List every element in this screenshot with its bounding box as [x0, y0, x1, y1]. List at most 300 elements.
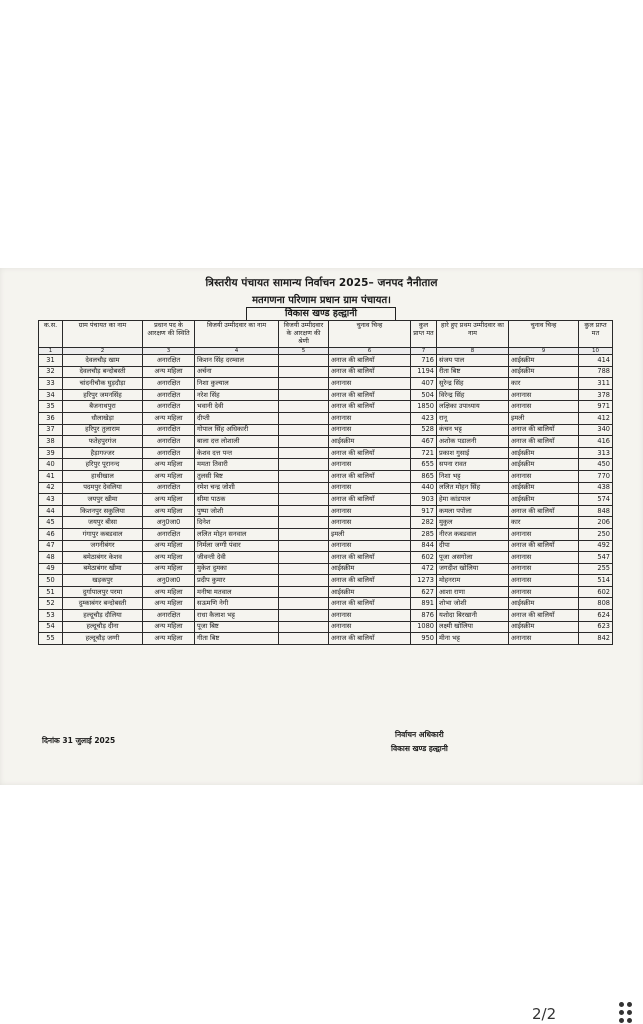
- village-name-cell: गंगापुर कबडवाल: [63, 528, 143, 540]
- dot-icon: [619, 1018, 624, 1023]
- runner-votes-cell: 602: [579, 586, 613, 598]
- runner-name-cell: मीना भट्ट: [437, 633, 509, 645]
- runner-votes-cell: 788: [579, 366, 613, 378]
- winner-votes-cell: 903: [411, 494, 437, 506]
- winner-name-cell: बाला दत्त लोशाली: [195, 436, 279, 448]
- reservation-cell: अन्य महिला: [143, 621, 195, 633]
- table-row: [39, 494, 613, 506]
- winner-category-cell: [279, 552, 329, 564]
- runner-symbol-cell: अनानास: [509, 528, 579, 540]
- village-name-cell: दुम्काबंगर बन्दोबस्ती: [63, 598, 143, 610]
- serial-number-cell: 31: [39, 355, 63, 367]
- table-row: [39, 505, 613, 517]
- winner-votes-cell: 504: [411, 389, 437, 401]
- runner-votes-cell: 574: [579, 494, 613, 506]
- village-name-cell: फतेहपुरगंज: [63, 436, 143, 448]
- winner-name-cell: दीप्ती: [195, 412, 279, 424]
- village-name-cell: जगनीबंगर: [63, 540, 143, 552]
- winner-category-cell: [279, 563, 329, 575]
- winner-category-cell: [279, 401, 329, 413]
- winner-category-cell: [279, 540, 329, 552]
- table-row: [39, 355, 613, 367]
- runner-name-cell: आशा राणा: [437, 586, 509, 598]
- runner-votes-cell: 438: [579, 482, 613, 494]
- winner-category-cell: [279, 378, 329, 390]
- village-name-cell: बमेठाबंगर खीमा: [63, 563, 143, 575]
- serial-number-cell: 35: [39, 401, 63, 413]
- serial-number-cell: 52: [39, 598, 63, 610]
- runner-symbol-cell: अनाज की बालियाँ: [509, 505, 579, 517]
- winner-symbol-cell: अनानास: [329, 459, 411, 471]
- column-number: 9: [509, 348, 579, 355]
- runner-name-cell: ललित मोहन सिंह: [437, 482, 509, 494]
- serial-number-cell: 47: [39, 540, 63, 552]
- runner-votes-cell: 770: [579, 470, 613, 482]
- serial-number-cell: 44: [39, 505, 63, 517]
- runner-name-cell: लक्ष्मी खोलिया: [437, 621, 509, 633]
- winner-name-cell: राधा कैलाश भट्ट: [195, 610, 279, 622]
- winner-category-cell: [279, 412, 329, 424]
- table-row: [39, 598, 613, 610]
- winner-symbol-cell: अनानास: [329, 482, 411, 494]
- village-name-cell: किशनपुर सकुलिया: [63, 505, 143, 517]
- runner-symbol-cell: अनानास: [509, 389, 579, 401]
- dot-icon: [627, 1002, 632, 1007]
- column-header: कुल प्राप्त मत: [411, 321, 437, 348]
- winner-votes-cell: 467: [411, 436, 437, 448]
- runner-symbol-cell: अनाज की बालियाँ: [509, 540, 579, 552]
- village-name-cell: चांदनीचौक घुड़दौड़ा: [63, 378, 143, 390]
- winner-symbol-cell: आईस्क्रीम: [329, 436, 411, 448]
- runner-name-cell: रीता बिष्ट: [437, 366, 509, 378]
- runner-name-cell: पूजा असगोला: [437, 552, 509, 564]
- column-number: 4: [195, 348, 279, 355]
- serial-number-cell: 37: [39, 424, 63, 436]
- winner-symbol-cell: अनानास: [329, 540, 411, 552]
- runner-votes-cell: 971: [579, 401, 613, 413]
- village-name-cell: हल्दूचौड़ जग्गी: [63, 633, 143, 645]
- winner-category-cell: [279, 389, 329, 401]
- runner-votes-cell: 206: [579, 517, 613, 529]
- winner-votes-cell: 844: [411, 540, 437, 552]
- reservation-cell: अनारक्षित: [143, 436, 195, 448]
- reservation-cell: अन्य महिला: [143, 598, 195, 610]
- runner-votes-cell: 808: [579, 598, 613, 610]
- table-row: [39, 528, 613, 540]
- runner-symbol-cell: अनानास: [509, 401, 579, 413]
- winner-symbol-cell: अनानास: [329, 424, 411, 436]
- winner-name-cell: निशा कुल्याल: [195, 378, 279, 390]
- serial-number-cell: 55: [39, 633, 63, 645]
- serial-number-cell: 51: [39, 586, 63, 598]
- runner-votes-cell: 848: [579, 505, 613, 517]
- runner-name-cell: जगदीश खोलिया: [437, 563, 509, 575]
- column-header: विजयी उम्मीदवार का नाम: [195, 321, 279, 348]
- runner-name-cell: विरेन्द्र सिंह: [437, 389, 509, 401]
- table-row: [39, 436, 613, 448]
- winner-symbol-cell: अनाज की बालियाँ: [329, 470, 411, 482]
- column-number: 6: [329, 348, 411, 355]
- reservation-cell: अनारक्षित: [143, 528, 195, 540]
- runner-symbol-cell: अनानास: [509, 470, 579, 482]
- runner-symbol-cell: अनानास: [509, 586, 579, 598]
- serial-number-cell: 40: [39, 459, 63, 471]
- reservation-cell: अन्य महिला: [143, 412, 195, 424]
- winner-votes-cell: 407: [411, 378, 437, 390]
- village-name-cell: जयपुर खीमा: [63, 494, 143, 506]
- runner-name-cell: सुरेन्द्र सिंह: [437, 378, 509, 390]
- winner-name-cell: पुष्पा जोशी: [195, 505, 279, 517]
- winner-symbol-cell: अनानास: [329, 621, 411, 633]
- runner-votes-cell: 624: [579, 610, 613, 622]
- reservation-cell: अन्य महिला: [143, 540, 195, 552]
- dots-grid-icon[interactable]: [619, 1002, 635, 1024]
- winner-name-cell: प्रदीप कुमार: [195, 575, 279, 587]
- village-name-cell: हरिपुर पूरानन्द: [63, 459, 143, 471]
- runner-symbol-cell: अनानास: [509, 552, 579, 564]
- reservation-cell: अनारक्षित: [143, 355, 195, 367]
- table-row: [39, 366, 613, 378]
- winner-name-cell: भवानी देवी: [195, 401, 279, 413]
- serial-number-cell: 36: [39, 412, 63, 424]
- winner-name-cell: गोपाल सिंह अधिकारी: [195, 424, 279, 436]
- table-row: [39, 610, 613, 622]
- reservation-cell: अन्य महिला: [143, 563, 195, 575]
- winner-category-cell: [279, 482, 329, 494]
- winner-category-cell: [279, 447, 329, 459]
- runner-symbol-cell: आईस्क्रीम: [509, 494, 579, 506]
- winner-votes-cell: 1273: [411, 575, 437, 587]
- table-row: [39, 633, 613, 645]
- reservation-cell: अनारक्षित: [143, 389, 195, 401]
- winner-votes-cell: 1850: [411, 401, 437, 413]
- column-number: 1: [39, 348, 63, 355]
- winner-votes-cell: 655: [411, 459, 437, 471]
- table-row: [39, 586, 613, 598]
- winner-category-cell: [279, 517, 329, 529]
- village-name-cell: बमेठाबंगर केशव: [63, 552, 143, 564]
- winner-votes-cell: 282: [411, 517, 437, 529]
- runner-symbol-cell: कार: [509, 517, 579, 529]
- winner-category-cell: [279, 494, 329, 506]
- block-name: विकास खण्ड हल्द्वानी: [246, 307, 396, 320]
- runner-votes-cell: 547: [579, 552, 613, 564]
- serial-number-cell: 53: [39, 610, 63, 622]
- winner-name-cell: सीमा पाठक: [195, 494, 279, 506]
- runner-symbol-cell: अनानास: [509, 633, 579, 645]
- winner-category-cell: [279, 586, 329, 598]
- runner-symbol-cell: अनाज की बालियाँ: [509, 424, 579, 436]
- serial-number-cell: 39: [39, 447, 63, 459]
- runner-votes-cell: 623: [579, 621, 613, 633]
- winner-symbol-cell: अनानास: [329, 610, 411, 622]
- reservation-cell: अन्य महिला: [143, 470, 195, 482]
- serial-number-cell: 41: [39, 470, 63, 482]
- reservation-cell: अन्य महिला: [143, 505, 195, 517]
- column-number: 8: [437, 348, 509, 355]
- serial-number-cell: 54: [39, 621, 63, 633]
- serial-number-cell: 42: [39, 482, 63, 494]
- serial-number-cell: 46: [39, 528, 63, 540]
- serial-number-cell: 33: [39, 378, 63, 390]
- winner-symbol-cell: अनानास: [329, 517, 411, 529]
- winner-symbol-cell: अनाज की बालियाँ: [329, 447, 411, 459]
- runner-name-cell: यशोदा बिरखानी: [437, 610, 509, 622]
- winner-votes-cell: 528: [411, 424, 437, 436]
- winner-votes-cell: 891: [411, 598, 437, 610]
- winner-votes-cell: 285: [411, 528, 437, 540]
- winner-symbol-cell: अनाज की बालियाँ: [329, 575, 411, 587]
- winner-symbol-cell: अनाज की बालियाँ: [329, 552, 411, 564]
- winner-category-cell: [279, 621, 329, 633]
- reservation-cell: अन्य महिला: [143, 552, 195, 564]
- winner-name-cell: अर्चना: [195, 366, 279, 378]
- winner-symbol-cell: आईस्क्रीम: [329, 563, 411, 575]
- runner-name-cell: लक्षिका उपाध्याय: [437, 401, 509, 413]
- runner-symbol-cell: आईस्क्रीम: [509, 355, 579, 367]
- dot-icon: [627, 1010, 632, 1015]
- village-name-cell: हल्दूचौड़ दीना: [63, 621, 143, 633]
- reservation-cell: अनु0जा0: [143, 575, 195, 587]
- reservation-cell: अन्य महिला: [143, 366, 195, 378]
- table-row: [39, 459, 613, 471]
- winner-symbol-cell: अनानास: [329, 378, 411, 390]
- runner-symbol-cell: आईस्क्रीम: [509, 598, 579, 610]
- runner-symbol-cell: आईस्क्रीम: [509, 366, 579, 378]
- winner-votes-cell: 1080: [411, 621, 437, 633]
- winner-votes-cell: 440: [411, 482, 437, 494]
- winner-symbol-cell: अनाज की बालियाँ: [329, 355, 411, 367]
- column-header: ग्राम पंचायत का नाम: [63, 321, 143, 348]
- runner-symbol-cell: इमली: [509, 412, 579, 424]
- runner-name-cell: हेमा कांडपाल: [437, 494, 509, 506]
- serial-number-cell: 50: [39, 575, 63, 587]
- runner-name-cell: मुकुल: [437, 517, 509, 529]
- column-number: 2: [63, 348, 143, 355]
- winner-votes-cell: 917: [411, 505, 437, 517]
- runner-name-cell: मोहनराम: [437, 575, 509, 587]
- runner-votes-cell: 416: [579, 436, 613, 448]
- runner-symbol-cell: आईस्क्रीम: [509, 459, 579, 471]
- table-row: [39, 517, 613, 529]
- winner-name-cell: ममता तिवारी: [195, 459, 279, 471]
- runner-votes-cell: 412: [579, 412, 613, 424]
- results-table: [38, 320, 613, 645]
- officer-block: विकास खण्ड हल्द्वानी: [391, 744, 448, 753]
- winner-category-cell: [279, 528, 329, 540]
- document-date: दिनांक 31 जुलाई 2025: [42, 736, 116, 745]
- runner-symbol-cell: अनानास: [509, 575, 579, 587]
- runner-name-cell: रानू: [437, 412, 509, 424]
- dot-icon: [619, 1010, 624, 1015]
- winner-votes-cell: 865: [411, 470, 437, 482]
- reservation-cell: अनारक्षित: [143, 482, 195, 494]
- village-name-cell: हैड़ागज्जर: [63, 447, 143, 459]
- document-subtitle: मतगणना परिणाम प्रधान ग्राम पंचायत।: [252, 295, 391, 306]
- winner-symbol-cell: अनाज की बालियाँ: [329, 598, 411, 610]
- column-number: 10: [579, 348, 613, 355]
- officer-title: निर्वाचन अधिकारी: [395, 730, 444, 739]
- runner-votes-cell: 842: [579, 633, 613, 645]
- table-row: [39, 412, 613, 424]
- runner-votes-cell: 450: [579, 459, 613, 471]
- serial-number-cell: 49: [39, 563, 63, 575]
- winner-name-cell: ललित मोहन सनवाल: [195, 528, 279, 540]
- runner-name-cell: सपना रावत: [437, 459, 509, 471]
- winner-category-cell: [279, 366, 329, 378]
- winner-votes-cell: 602: [411, 552, 437, 564]
- winner-name-cell: रमेश चन्द्र जोशी: [195, 482, 279, 494]
- page-indicator: 2/2: [532, 1005, 557, 1023]
- winner-symbol-cell: अनाज की बालियाँ: [329, 401, 411, 413]
- winner-category-cell: [279, 355, 329, 367]
- runner-name-cell: दीपा: [437, 540, 509, 552]
- village-name-cell: पदमपुर देवलिया: [63, 482, 143, 494]
- winner-symbol-cell: अनाज की बालियाँ: [329, 389, 411, 401]
- table-row: [39, 424, 613, 436]
- runner-name-cell: प्रकाश गुसाई: [437, 447, 509, 459]
- winner-symbol-cell: अनानास: [329, 505, 411, 517]
- document-page: [0, 268, 643, 785]
- runner-name-cell: संजय पाल: [437, 355, 509, 367]
- winner-category-cell: [279, 610, 329, 622]
- table-row: [39, 470, 613, 482]
- runner-votes-cell: 492: [579, 540, 613, 552]
- table-row: [39, 540, 613, 552]
- runner-votes-cell: 311: [579, 378, 613, 390]
- runner-votes-cell: 414: [579, 355, 613, 367]
- runner-votes-cell: 340: [579, 424, 613, 436]
- table-row: [39, 447, 613, 459]
- winner-category-cell: [279, 436, 329, 448]
- winner-symbol-cell: अनाज की बालियाँ: [329, 366, 411, 378]
- winner-name-cell: मनीषा मतवाल: [195, 586, 279, 598]
- serial-number-cell: 48: [39, 552, 63, 564]
- winner-votes-cell: 950: [411, 633, 437, 645]
- table-row: [39, 575, 613, 587]
- table-header-row: [39, 321, 613, 348]
- winner-category-cell: [279, 575, 329, 587]
- village-name-cell: देवलचौड़ बन्दोबस्ती: [63, 366, 143, 378]
- runner-name-cell: कमला पपोला: [437, 505, 509, 517]
- column-number: 3: [143, 348, 195, 355]
- table-row: [39, 378, 613, 390]
- column-number-row: [39, 348, 613, 355]
- serial-number-cell: 32: [39, 366, 63, 378]
- winner-name-cell: केशव दत्त पन्त: [195, 447, 279, 459]
- village-name-cell: खड़कपुर: [63, 575, 143, 587]
- winner-name-cell: दिनेश: [195, 517, 279, 529]
- table-row: [39, 552, 613, 564]
- serial-number-cell: 34: [39, 389, 63, 401]
- reservation-cell: अनारक्षित: [143, 424, 195, 436]
- serial-number-cell: 38: [39, 436, 63, 448]
- reservation-cell: अनारक्षित: [143, 401, 195, 413]
- reservation-cell: अनारक्षित: [143, 447, 195, 459]
- reservation-cell: अन्य महिला: [143, 459, 195, 471]
- table-row: [39, 563, 613, 575]
- table-row: [39, 401, 613, 413]
- runner-votes-cell: 250: [579, 528, 613, 540]
- reservation-cell: अन्य महिला: [143, 494, 195, 506]
- winner-category-cell: [279, 424, 329, 436]
- reservation-cell: अन्य महिला: [143, 633, 195, 645]
- winner-votes-cell: 721: [411, 447, 437, 459]
- village-name-cell: बैजनाथपुरा: [63, 401, 143, 413]
- village-name-cell: हरिपुर जमनसिंह: [63, 389, 143, 401]
- reservation-cell: अन्य महिला: [143, 586, 195, 598]
- village-name-cell: धौलाखेड़ा: [63, 412, 143, 424]
- column-number: 5: [279, 348, 329, 355]
- column-header: चुनाव चिन्ह: [329, 321, 411, 348]
- table-row: [39, 389, 613, 401]
- runner-symbol-cell: आईस्क्रीम: [509, 621, 579, 633]
- winner-name-cell: मुकेश दुमका: [195, 563, 279, 575]
- runner-name-cell: कंचन भट्ट: [437, 424, 509, 436]
- winner-symbol-cell: आईस्क्रीम: [329, 586, 411, 598]
- dot-icon: [627, 1018, 632, 1023]
- runner-symbol-cell: आईस्क्रीम: [509, 447, 579, 459]
- winner-votes-cell: 423: [411, 412, 437, 424]
- winner-name-cell: पूजा बिष्ट: [195, 621, 279, 633]
- reservation-cell: अनारक्षित: [143, 378, 195, 390]
- winner-votes-cell: 876: [411, 610, 437, 622]
- runner-votes-cell: 514: [579, 575, 613, 587]
- table-row: [39, 482, 613, 494]
- winner-votes-cell: 627: [411, 586, 437, 598]
- winner-category-cell: [279, 459, 329, 471]
- runner-name-cell: शोभा जोशी: [437, 598, 509, 610]
- runner-votes-cell: 378: [579, 389, 613, 401]
- runner-name-cell: निशा भट्ट: [437, 470, 509, 482]
- table-row: [39, 621, 613, 633]
- village-name-cell: देवलचौड़ खाम: [63, 355, 143, 367]
- runner-name-cell: अशोक पडालनी: [437, 436, 509, 448]
- runner-symbol-cell: कार: [509, 378, 579, 390]
- winner-votes-cell: 1194: [411, 366, 437, 378]
- column-header: चुनाव चिन्ह: [509, 321, 579, 348]
- winner-category-cell: [279, 505, 329, 517]
- document-title: त्रिस्तरीय पंचायत सामान्य निर्वाचन 2025– जनपद नैनीताल: [205, 277, 438, 289]
- runner-votes-cell: 313: [579, 447, 613, 459]
- winner-symbol-cell: अनाज की बालियाँ: [329, 494, 411, 506]
- runner-symbol-cell: अनाज की बालियाँ: [509, 610, 579, 622]
- column-header: विजयी उम्मीदवार के आरक्षण की श्रेणी: [279, 321, 329, 348]
- winner-symbol-cell: अनानास: [329, 412, 411, 424]
- winner-name-cell: किशन सिंह दरम्वाल: [195, 355, 279, 367]
- column-header: कुल प्राप्त मत: [579, 321, 613, 348]
- village-name-cell: हाथीखाल: [63, 470, 143, 482]
- column-header: प्रधान पद के आरक्षण की स्थिति: [143, 321, 195, 348]
- winner-name-cell: जीवन्ती देवी: [195, 552, 279, 564]
- village-name-cell: हल्दूचौड़ दौलिया: [63, 610, 143, 622]
- winner-category-cell: [279, 470, 329, 482]
- winner-votes-cell: 472: [411, 563, 437, 575]
- village-name-cell: हरिपुर तुलाराम: [63, 424, 143, 436]
- winner-name-cell: नरेश सिंह: [195, 389, 279, 401]
- winner-name-cell: सऊमणि नेगी: [195, 598, 279, 610]
- runner-symbol-cell: अनाज की बालियाँ: [509, 436, 579, 448]
- runner-name-cell: नीरज कबडवाल: [437, 528, 509, 540]
- winner-symbol-cell: अनाज की बालियाँ: [329, 633, 411, 645]
- runner-symbol-cell: आईस्क्रीम: [509, 482, 579, 494]
- column-header: हारे हुए प्रथम उम्मीदवार का नाम: [437, 321, 509, 348]
- village-name-cell: दुर्गापालपुर परमा: [63, 586, 143, 598]
- table-body: [39, 355, 613, 645]
- winner-votes-cell: 716: [411, 355, 437, 367]
- serial-number-cell: 45: [39, 517, 63, 529]
- serial-number-cell: 43: [39, 494, 63, 506]
